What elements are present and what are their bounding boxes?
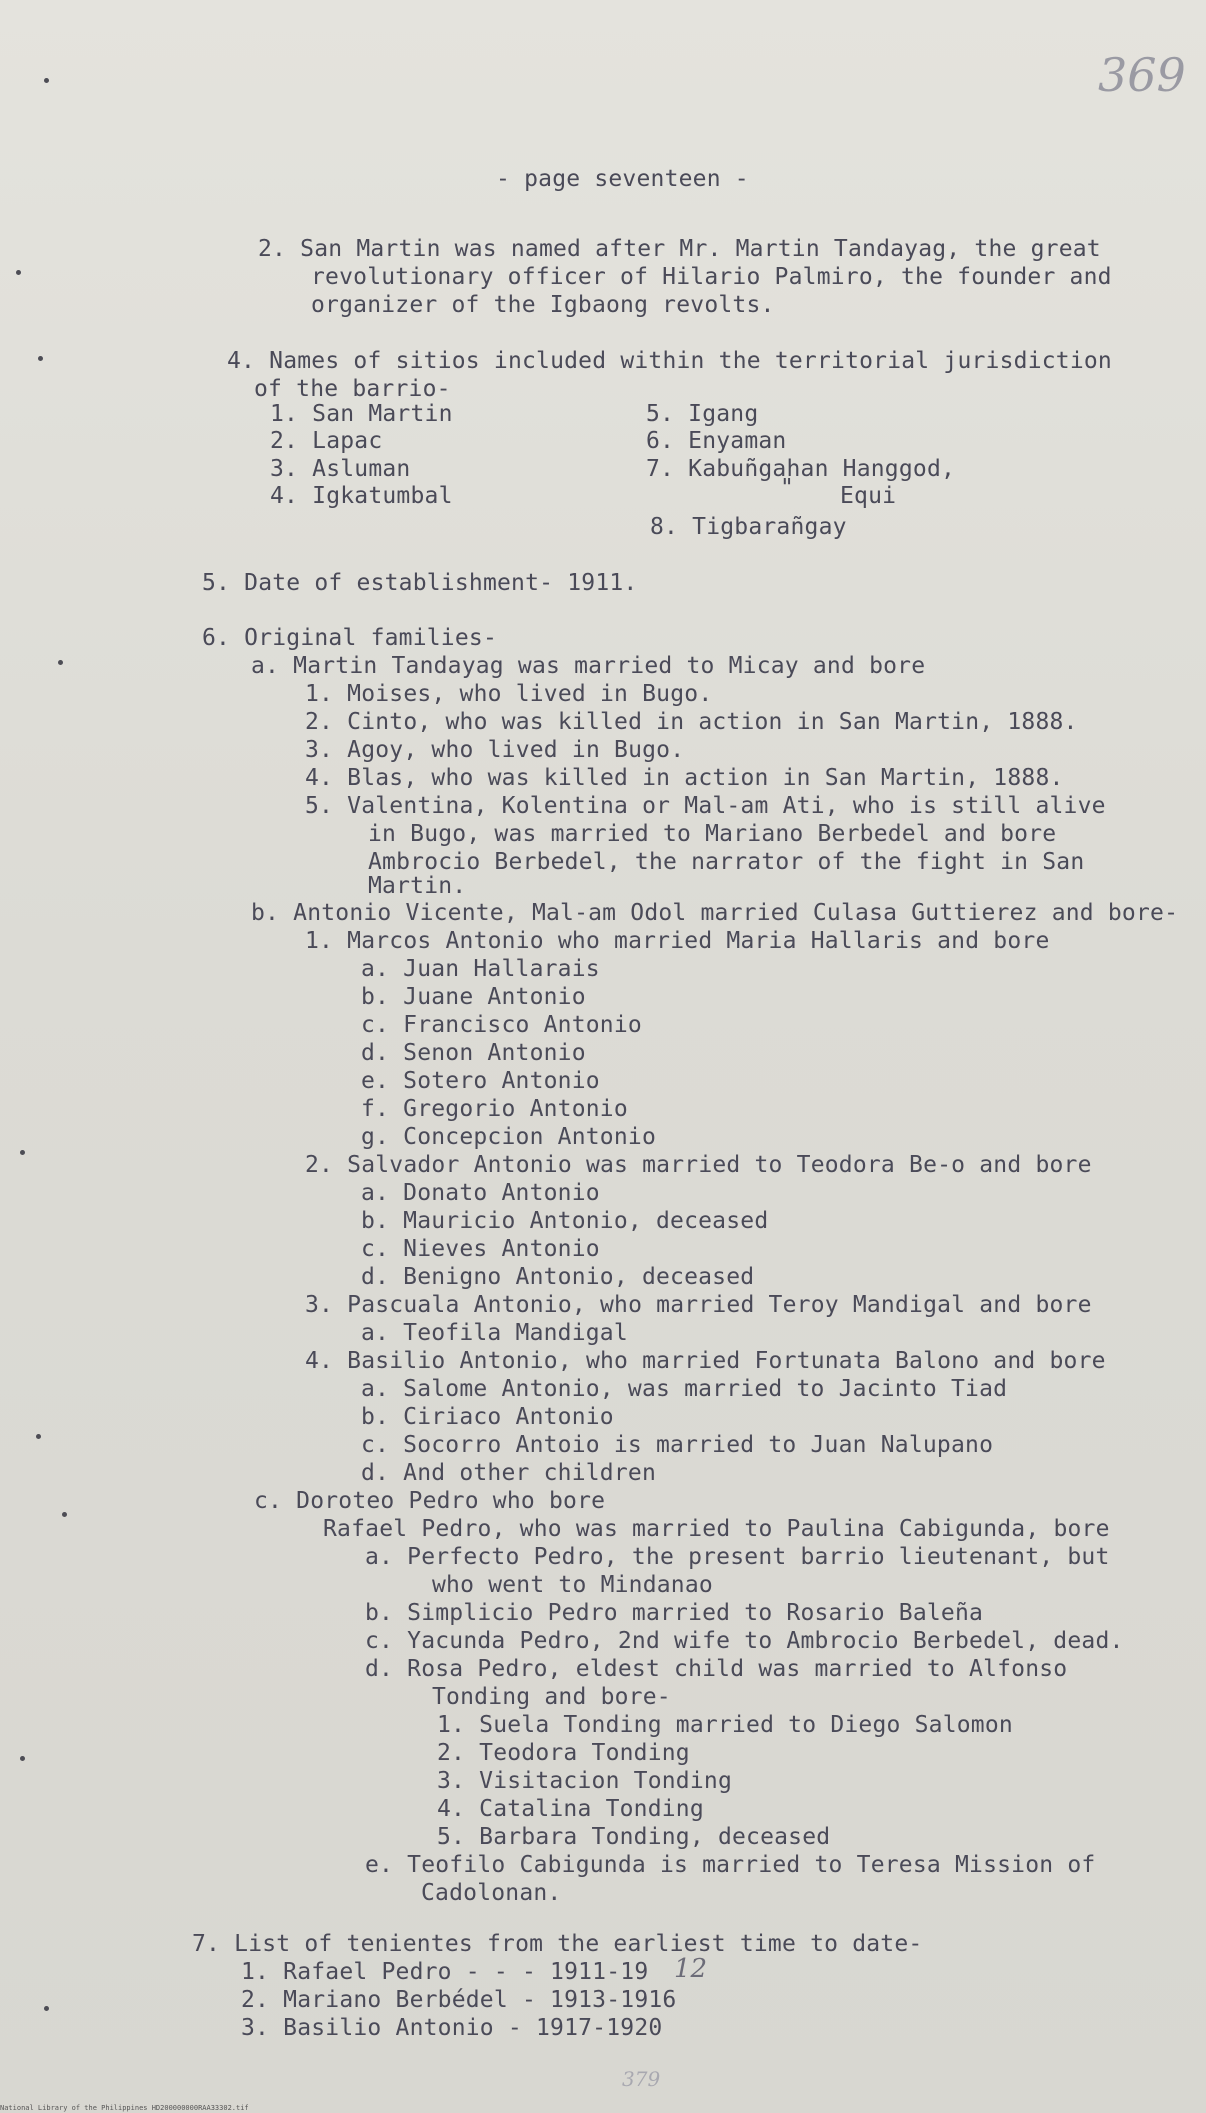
grandchild: a. Salome Antonio, was married to Jacinto Tiad (361, 1376, 1008, 1402)
family-a-intro: a. Martin Tandayag was married to Micay and bore (251, 653, 926, 679)
grandchild: d. Senon Antonio (361, 1040, 586, 1066)
sec2-line1: 2. San Martin was named after Mr. Martin Tandayag, the great (258, 236, 1101, 262)
tonding-child: 4. Catalina Tonding (437, 1796, 704, 1822)
family-a-line: 3. Agoy, who lived in Bugo. (305, 737, 685, 763)
margin-speck (58, 660, 63, 665)
grandchild: b. Juane Antonio (361, 984, 586, 1010)
grandchild: a. Donato Antonio (361, 1180, 600, 1206)
family-c-line: who went to Mindanao (432, 1572, 713, 1598)
sitio-item: 7. Kabuñgahan Hanggod, (646, 456, 956, 482)
family-c-line: b. Simplicio Pedro married to Rosario Baleña (365, 1600, 984, 1626)
grandchild: f. Gregorio Antonio (361, 1096, 628, 1122)
grandchild: c. Nieves Antonio (361, 1236, 600, 1262)
family-a-line: 5. Valentina, Kolentina or Mal-am Ati, who is still alive (305, 793, 1106, 819)
margin-speck (20, 1756, 25, 1761)
child-head: 3. Pascuala Antonio, who married Teroy Mandigal and bore (305, 1292, 1092, 1318)
tonding-child: 3. Visitacion Tonding (437, 1768, 732, 1794)
family-c-line: Tonding and bore- (432, 1684, 671, 1710)
grandchild: c. Socorro Antoio is married to Juan Nalupano (361, 1432, 994, 1458)
sec2-line3: organizer of the Igbaong revolts. (311, 292, 775, 318)
sec4-line1: 4. Names of sitios included within the territorial jurisdiction (227, 348, 1112, 374)
sec4-line2: of the barrio- (254, 376, 451, 402)
margin-speck (16, 270, 21, 275)
family-a-line: 2. Cinto, who was killed in action in San Martin, 1888. (305, 709, 1078, 735)
margin-speck (38, 356, 43, 361)
family-a-line: in Bugo, was married to Mariano Berbedel and bore (368, 821, 1057, 847)
family-c-line: e. Teofilo Cabigunda is married to Teresa Mission of (365, 1852, 1096, 1878)
grandchild: d. Benigno Antonio, deceased (361, 1264, 755, 1290)
margin-speck (44, 2006, 49, 2011)
sitio-item: 5. Igang (646, 401, 759, 427)
margin-speck (36, 1434, 41, 1439)
page-header: - page seventeen - (496, 166, 749, 192)
sitio-item: 1. San Martin (270, 401, 453, 427)
sitio-item: Equi (840, 483, 897, 509)
scan-footer: National Library of the Philippines HD200000000RAA33302.tif (0, 2104, 249, 2112)
family-c-line: a. Perfecto Pedro, the present barrio lieutenant, but (365, 1544, 1110, 1570)
grandchild: a. Teofila Mandigal (361, 1320, 628, 1346)
family-a-line: 4. Blas, who was killed in action in San Martin, 1888. (305, 765, 1064, 791)
bottom-page-number: 379 (622, 2067, 661, 2091)
child-head: 4. Basilio Antonio, who married Fortunata Balono and bore (305, 1348, 1106, 1374)
grandchild: c. Francisco Antonio (361, 1012, 642, 1038)
grandchild: d. And other children (361, 1460, 656, 1486)
family-a-line: Ambrocio Berbedel, the narrator of the fight in San (368, 849, 1085, 875)
family-a-line: 1. Moises, who lived in Bugo. (305, 681, 713, 707)
sitio-item: 6. Enyaman (646, 428, 787, 454)
sec7-title: 7. List of tenientes from the earliest time to date- (192, 1931, 923, 1957)
sec2-line2: revolutionary officer of Hilario Palmiro, the founder and (311, 264, 1112, 290)
family-c-line: Cadolonan. (421, 1880, 562, 1906)
teniente-line: 3. Basilio Antonio - 1917-1920 (241, 2015, 663, 2041)
sec6-title: 6. Original families- (202, 625, 497, 651)
grandchild: e. Sotero Antonio (361, 1068, 600, 1094)
margin-speck (20, 1150, 25, 1155)
rafael-line: Rafael Pedro, who was married to Paulina Cabigunda, bore (323, 1516, 1110, 1542)
sitio-item: 4. Igkatumbal (270, 483, 453, 509)
sec5-date: 5. Date of establishment- 1911. (202, 570, 638, 596)
sitio-item: 3. Asluman (270, 456, 411, 482)
family-a-line: Martin. (368, 873, 467, 899)
grandchild: g. Concepcion Antonio (361, 1124, 656, 1150)
teniente-line: 1. Rafael Pedro - - - 1911-19 (241, 1959, 649, 1985)
child-head: 2. Salvador Antonio was married to Teodora Be-o and bore (305, 1152, 1092, 1178)
ditto-mark: " (780, 475, 795, 501)
family-b-intro: b. Antonio Vicente, Mal-am Odol married Culasa Guttierez and bore- (251, 900, 1179, 926)
handwritten-page-number: 369 (1098, 48, 1186, 102)
grandchild: b. Ciriaco Antonio (361, 1404, 614, 1430)
child-head: 1. Marcos Antonio who married Maria Hallaris and bore (305, 928, 1050, 954)
tonding-child: 5. Barbara Tonding, deceased (437, 1824, 831, 1850)
grandchild: a. Juan Hallarais (361, 956, 600, 982)
tonding-child: 2. Teodora Tonding (437, 1740, 690, 1766)
handwritten-year-note: 12 (674, 1954, 708, 1984)
teniente-line: 2. Mariano Berbédel - 1913-1916 (241, 1987, 677, 2013)
family-c-intro: c. Doroteo Pedro who bore (254, 1488, 606, 1514)
family-c-line: d. Rosa Pedro, eldest child was married to Alfonso (365, 1656, 1068, 1682)
family-c-line: c. Yacunda Pedro, 2nd wife to Ambrocio Berbedel, dead. (365, 1628, 1124, 1654)
tonding-child: 1. Suela Tonding married to Diego Salomon (437, 1712, 1013, 1738)
margin-speck (62, 1512, 67, 1517)
grandchild: b. Mauricio Antonio, deceased (361, 1208, 769, 1234)
sitio-item: 2. Lapac (270, 428, 383, 454)
margin-speck (44, 78, 49, 83)
sitio-item: 8. Tigbarañgay (650, 514, 847, 540)
